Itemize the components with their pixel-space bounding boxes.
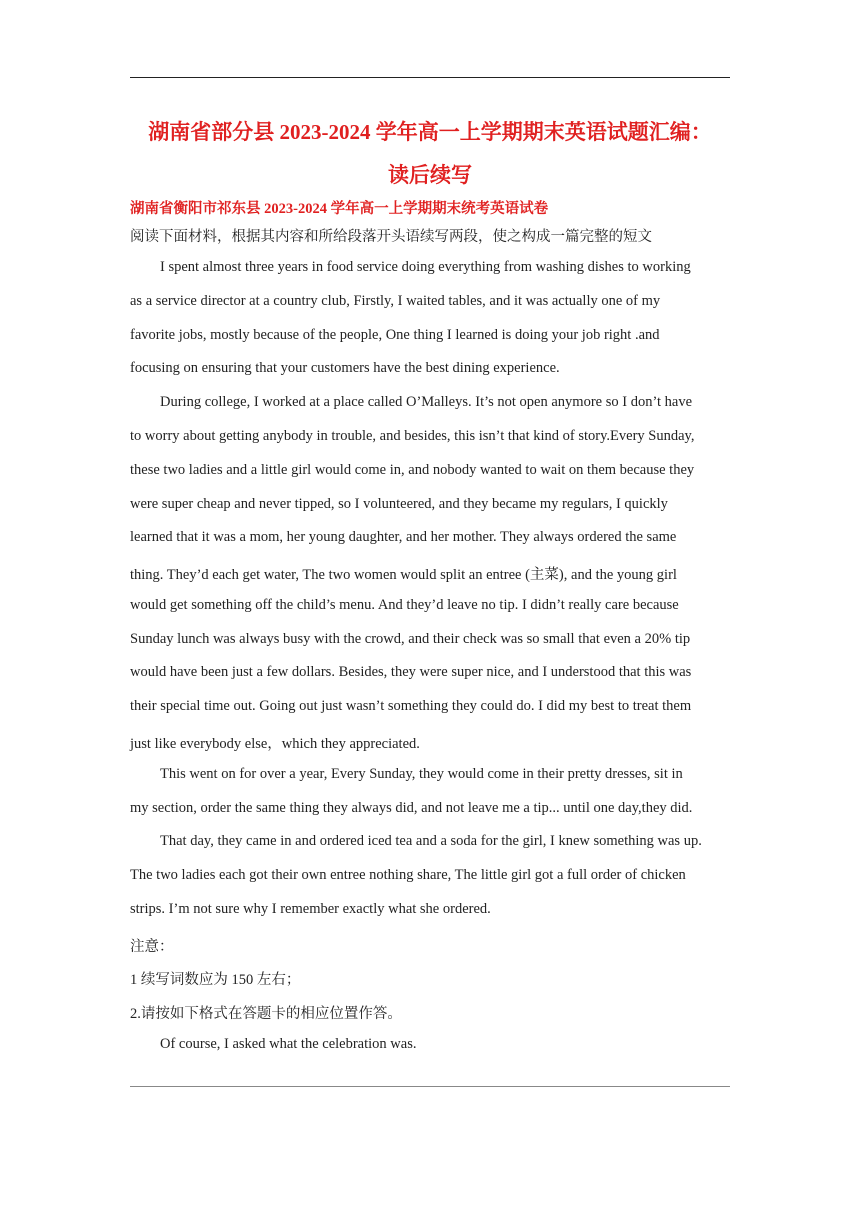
document-title-line-1: 湖南省部分县 2023-2024 学年高一上学期期末英语试题汇编： [148, 120, 712, 144]
paragraph-line: to worry about getting anybody in trouble, and besides, this isn’t that kind of story.Every Sunday, [130, 428, 695, 444]
continuation-opening-sentence: Of course, I asked what the celebration was. [160, 1036, 417, 1052]
exam-source-subtitle: 湖南省衡阳市祁东县 2023-2024 学年高一上学期期末统考英语试卷 [130, 201, 549, 217]
document-title-line-2: 读后续写 [388, 163, 472, 187]
paragraph-line: these two ladies and a little girl would come in, and nobody wanted to wait on them because they [130, 462, 695, 478]
note-item: 2.请按如下格式在答题卡的相应位置作答。 [130, 1006, 402, 1022]
paragraph-line: Sunday lunch was always busy with the crowd, and their check was so small that even a 20% tip [130, 631, 691, 647]
paragraph-line: favorite jobs, mostly because of the people, One thing I learned is doing your job right .and [130, 327, 660, 343]
paragraph-line: I spent almost three years in food service doing everything from washing dishes to working [160, 259, 691, 275]
paragraph-line: That day, they came in and ordered iced tea and a soda for the girl, I knew something was up. [160, 833, 702, 849]
paragraph-line: as a service director at a country club, Firstly, I waited tables, and it was actually one of my [130, 293, 661, 309]
note-heading: 注意： [130, 939, 174, 955]
paragraph-line: my section, order the same thing they always did, and not leave me a tip... until one day,they did. [130, 800, 693, 816]
paragraph-line: During college, I worked at a place called O’Malleys. It’s not open anymore so I don’t have [160, 394, 693, 410]
paragraph-line: would have been just a few dollars. Besides, they were super nice, and I understood that this was [130, 664, 692, 680]
paragraph-line: focusing on ensuring that your customers have the best dining experience. [130, 360, 560, 376]
paragraph-line: strips. I’m not sure why I remember exactly what she ordered. [130, 901, 491, 917]
paragraph-line: just like everybody else，which they appreciated. [130, 736, 420, 752]
footer-rule [130, 1086, 730, 1087]
instruction-text: 阅读下面材料，根据其内容和所给段落开头语续写两段，使之构成一篇完整的短文 [130, 229, 652, 245]
paragraph-line: The two ladies each got their own entree nothing share, The little girl got a full order of chicken [130, 867, 686, 883]
paragraph-line: their special time out. Going out just wasn’t something they could do. I did my best to treat them [130, 698, 692, 714]
note-item: 1 续写词数应为 150 左右； [130, 972, 301, 988]
header-rule [130, 77, 730, 78]
paragraph-line: would get something off the child’s menu. And they’d leave no tip. I didn’t really care because [130, 597, 679, 613]
paragraph-line: thing. They’d each get water, The two women would split an entree (主菜), and the young girl [130, 567, 677, 583]
paragraph-line: learned that it was a mom, her young daughter, and her mother. They always ordered the same [130, 529, 677, 545]
paragraph-line: This went on for over a year, Every Sunday, they would come in their pretty dresses, sit in [160, 766, 683, 782]
paragraph-line: were super cheap and never tipped, so I volunteered, and they became my regulars, I quickly [130, 496, 668, 512]
